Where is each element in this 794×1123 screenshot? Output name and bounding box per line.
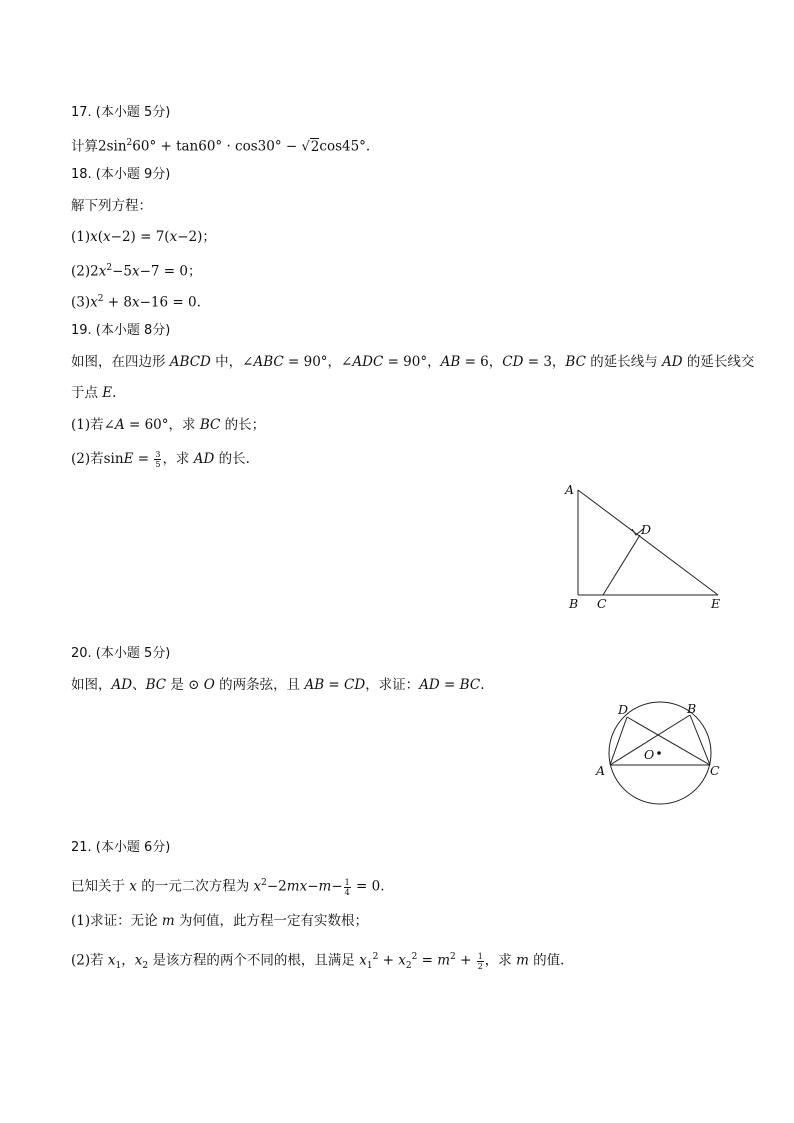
q19-sub2: (2)若sinE = $\frac{3}{5}$ ，求 AD 的长. bbox=[71, 450, 250, 469]
q18-sub1: (1)x(x−2) = 7(x−2)； bbox=[71, 229, 216, 245]
q19-figure bbox=[555, 478, 735, 614]
q18-sub3: $(3)x^2 + 8x-16 = 0$. bbox=[71, 294, 201, 311]
q19-sub1: (1)若∠A = 60°，求 BC 的长； bbox=[71, 417, 266, 433]
label-c: C bbox=[597, 596, 607, 611]
q17-stem: 计算$2\sin^260^\circ + \tan 60^\circ \cdot \cos 30^\circ - √2\cos 45^\circ$. bbox=[71, 138, 371, 155]
q21-sub2: (2)若 $x_1$，$x_2$ 是该方程的两个不同的根，且满足 $x_1^2 + x_2^2 = m^2$ + $\frac{1}{2}$ ，求 m 的值. bbox=[71, 951, 565, 972]
q18-sub2: $(2)2x^2-5x-7 = 0$； bbox=[71, 263, 202, 280]
q19-stem-line2: 于点 E. bbox=[71, 385, 117, 401]
label-d: D bbox=[618, 702, 629, 717]
q21-header: 21. (本小题 6分) bbox=[71, 840, 171, 855]
label-b: B bbox=[687, 701, 697, 716]
q18-header: 18. (本小题 9分) bbox=[71, 167, 171, 182]
q19-stem-line1: 如图，在四边形 ABCD 中，∠ABC = 90°，∠ADC = 90°，AB = 6，CD = 3，BC 的延长线与 AD 的延长线交 bbox=[71, 354, 755, 370]
label-a: A bbox=[565, 482, 575, 497]
segment-cd bbox=[603, 535, 640, 595]
chord-bc bbox=[690, 715, 710, 765]
q20-figure bbox=[590, 695, 730, 810]
label-e: E bbox=[711, 596, 721, 611]
q20-header: 20. (本小题 5分) bbox=[71, 646, 171, 661]
q20-stem: 如图，AD、BC 是 ⊙ O 的两条弦，且 AB = CD，求证：AD = BC. bbox=[71, 677, 485, 693]
segment-ae bbox=[578, 490, 718, 595]
label-a: A bbox=[596, 763, 606, 778]
q18-stem: 解下列方程： bbox=[71, 198, 152, 214]
center-dot bbox=[657, 751, 661, 755]
label-d: D bbox=[641, 522, 652, 537]
chord-dc bbox=[627, 717, 710, 765]
q21-sub1: (1)求证：无论 m 为何值，此方程一定有实数根； bbox=[71, 913, 369, 929]
label-o: O bbox=[644, 747, 655, 762]
label-c: C bbox=[710, 763, 720, 778]
q17-header: 17. (本小题 5分) bbox=[71, 105, 171, 120]
q19-header: 19. (本小题 8分) bbox=[71, 323, 171, 338]
label-b: B bbox=[569, 596, 579, 611]
q21-stem: 已知关于 x 的一元二次方程为 $x^2-2mx-m-$ $\frac{1}{4}$ = 0. bbox=[71, 877, 385, 897]
